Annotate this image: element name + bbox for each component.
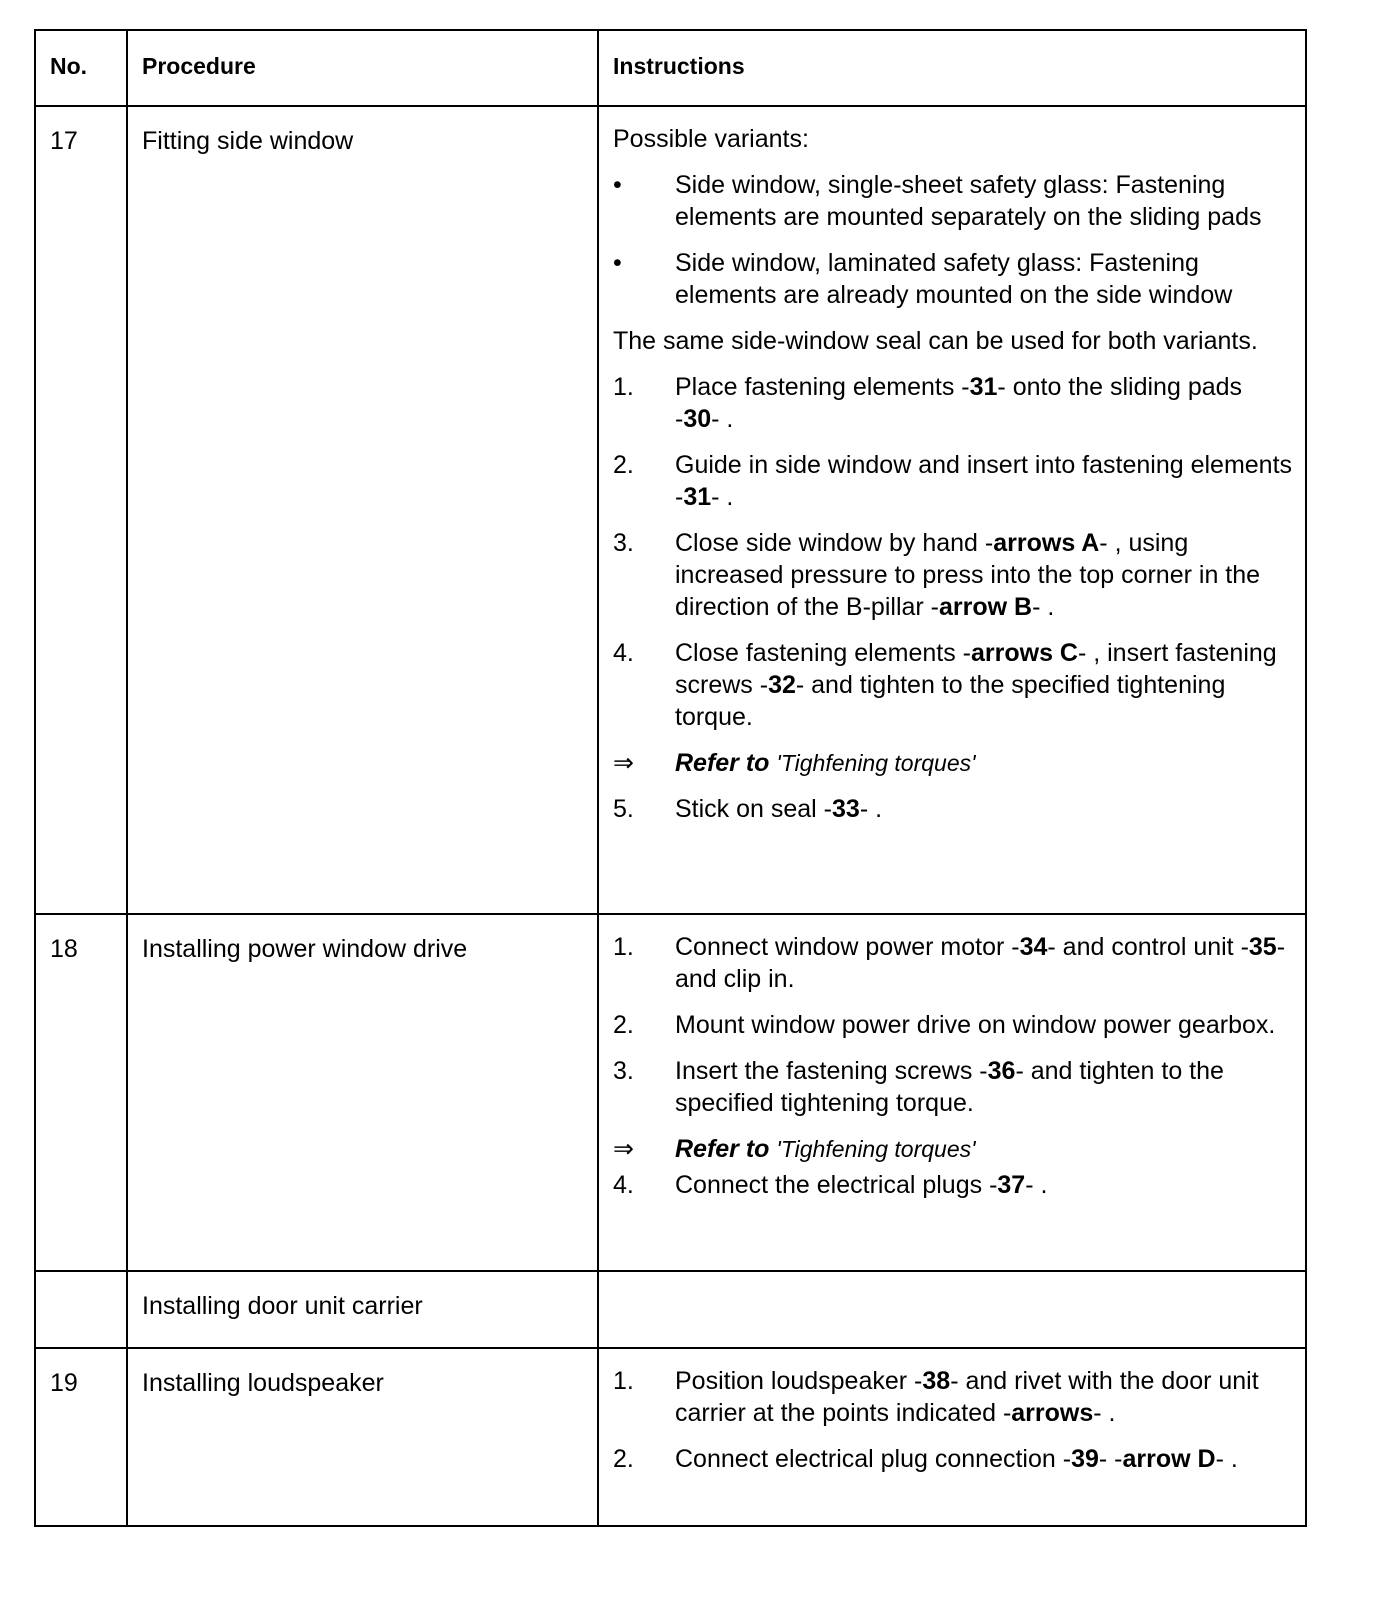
row-instructions [598, 914, 1306, 1271]
row-number [35, 1271, 127, 1348]
arrow-right-icon: ⇒ [613, 1135, 634, 1163]
row-instructions [598, 1271, 1306, 1348]
table-row [35, 1348, 1306, 1526]
header-row [35, 30, 1306, 106]
bullet-item: • Side window, single-sheet safety glass: Fastening elements are mounted separately on the sliding pads [613, 171, 1262, 231]
step-item: 2. Guide in side window and insert into fastening elements -31- . [613, 451, 1293, 511]
torque-reference-link[interactable]: ⇒ Refer to 'Tighfening torques' [613, 749, 976, 777]
row-procedure: Installing door unit carrier [127, 1271, 598, 1348]
step-item: 1. Place fastening elements -31- onto the sliding pads -30- . [613, 373, 1243, 433]
bullet-item: • Side window, laminated safety glass: Fastening elements are already mounted on the side window [613, 249, 1233, 309]
arrow-right-icon: ⇒ [613, 749, 634, 777]
row-instructions [598, 106, 1306, 914]
table-row [35, 914, 1306, 1271]
torque-reference-link[interactable]: ⇒ Refer to 'Tighfening torques' [613, 1135, 976, 1163]
step-item: 3. Insert the fastening screws -36- and tighten to the specified tightening torque. [613, 1057, 1224, 1117]
variants-note: The same side-window seal can be used for both variants. [613, 327, 1258, 355]
step-item: 3. Close side window by hand -arrows A- , using increased pressure to press into the top corner in the direction of the B-pillar -arrow B- . [613, 529, 1261, 621]
row-number: 18 [35, 914, 127, 1271]
row-instructions [598, 1348, 1306, 1526]
variants-label: Possible variants: [613, 125, 809, 153]
row-number: 19 [35, 1348, 127, 1526]
bullet-icon: • [613, 249, 622, 277]
step-item: 4. Close fastening elements -arrows C- , insert fastening screws -32- and tighten to the specified tightening torque. [613, 639, 1277, 731]
row-procedure: Installing loudspeaker [127, 1348, 598, 1526]
step-item: 1. Position loudspeaker -38- and rivet with the door unit carrier at the points indicated -arrows- . [613, 1367, 1259, 1427]
table-row [35, 106, 1306, 914]
row-procedure: Installing power window drive [127, 914, 598, 1271]
step-item: 2. Connect electrical plug connection -39- -arrow D- . [613, 1445, 1238, 1473]
step-item: 4. Connect the electrical plugs -37- . [613, 1171, 1048, 1199]
header-no: No. [35, 30, 127, 106]
row-procedure: Fitting side window [127, 106, 598, 914]
step-item: 1. Connect window power motor -34- and control unit -35- and clip in. [613, 933, 1286, 993]
row-number: 17 [35, 106, 127, 914]
table-row [35, 1271, 1306, 1348]
bullet-icon: • [613, 171, 622, 199]
step-item: 2. Mount window power drive on window power gearbox. [613, 1011, 1276, 1039]
header-procedure: Procedure [127, 30, 598, 106]
step-item: 5. Stick on seal -33- . [613, 795, 883, 823]
procedure-table [34, 29, 1307, 1527]
header-instructions: Instructions [598, 30, 1306, 106]
